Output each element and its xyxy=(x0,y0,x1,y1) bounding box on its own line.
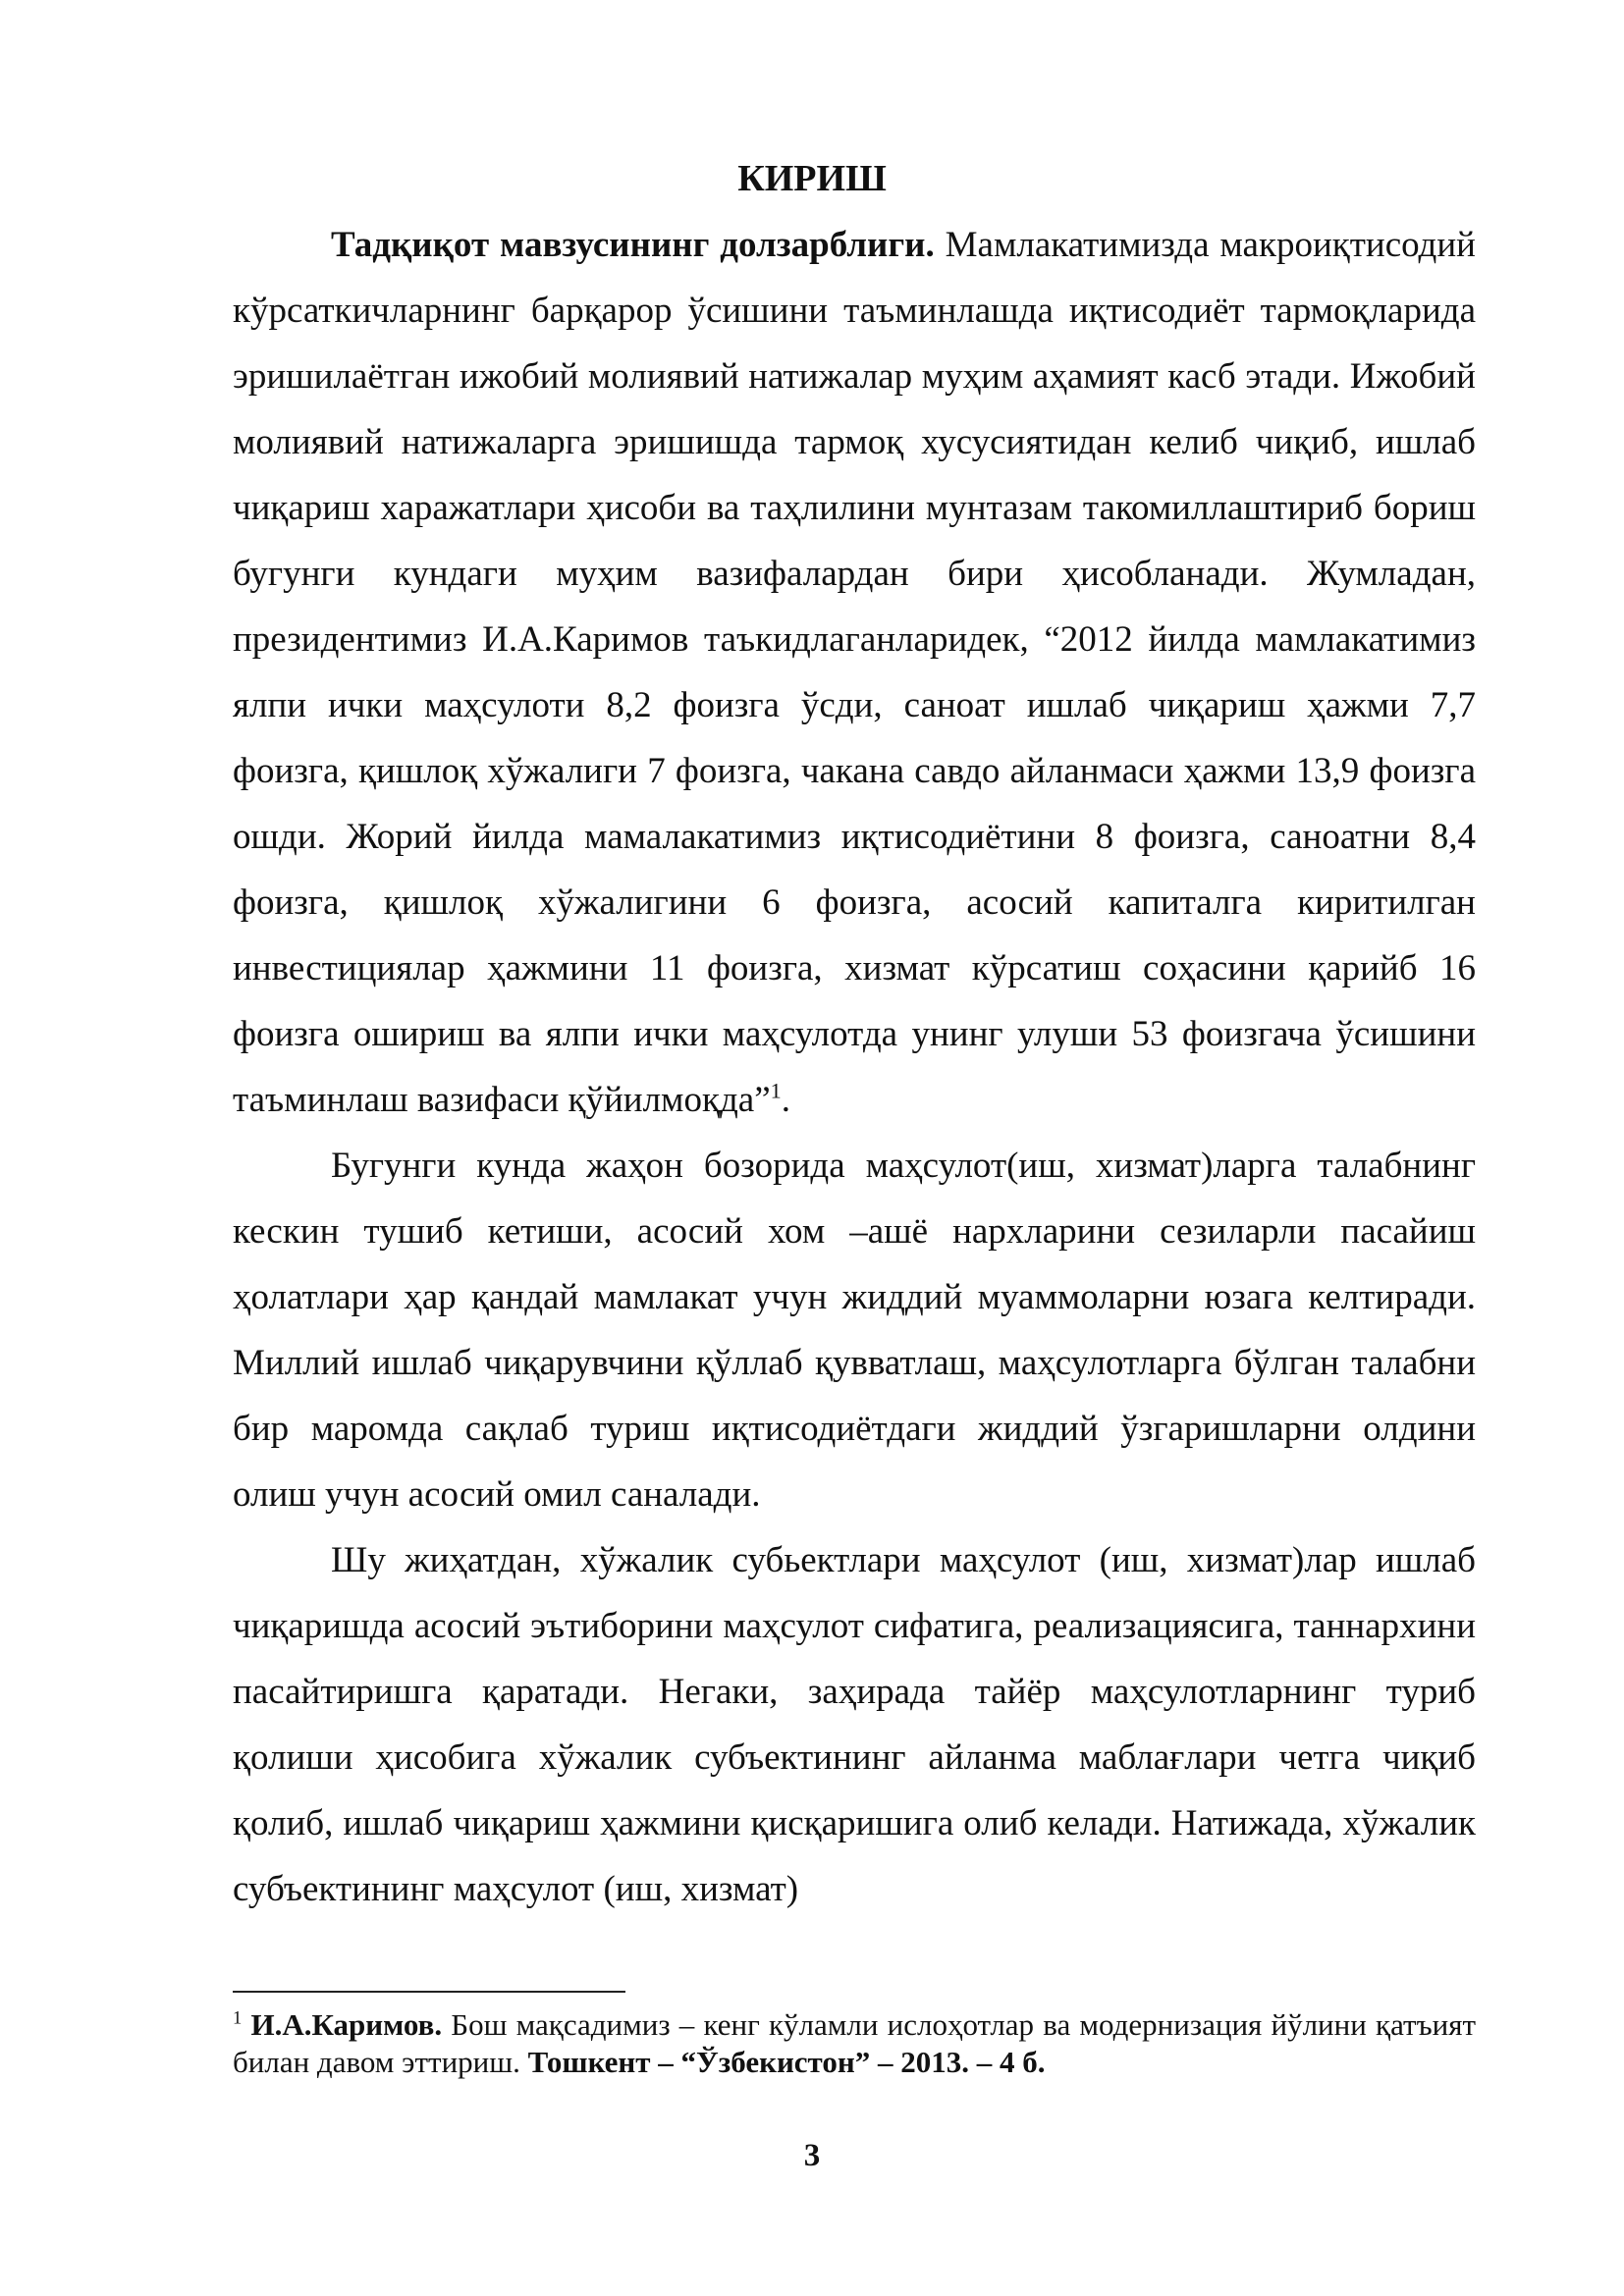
footnote-source: Тошкент – “Ўзбекистон” – 2013. – 4 б. xyxy=(527,2045,1046,2079)
footnote-text: Бош мақсадимиз – кенг кўламли ислоҳотлар ва модернизация йўлини қатъият билан давом эттириш. xyxy=(233,2007,1476,2079)
paragraph-relevance xyxy=(233,212,1476,1133)
paragraph-end: . xyxy=(781,1080,790,1120)
page-number: 3 xyxy=(803,2138,821,2173)
footnote-separator xyxy=(233,1991,625,1993)
footnote-number: 1 xyxy=(233,2007,243,2029)
body-text xyxy=(233,212,1476,1922)
paragraph-lead: Тадқиқот мавзусининг долзарблиги. xyxy=(331,225,935,265)
paragraph-market: Бугунги кунда жаҳон бозорида маҳсулот(иш, хизмат)ларга талабнинг кескин тушиб кетиши, асосий хом –ашё нархларини сезиларли пасайиш ҳолатлари ҳар қандай мамлакат учун жиддий муаммоларни юзага келтиради. Миллий ишлаб чиқарувчини қўллаб қувватлаш, маҳсулотларга бўлган талабни бир маромда сақлаб туриш иқтисодиётдаги жиддий ўзгаришларни олдини олиш учун асосий омил саналади. xyxy=(233,1146,1476,1515)
footnote xyxy=(233,2006,1476,2081)
footnote-author: И.А.Каримов. xyxy=(250,2007,443,2042)
section-title: КИРИШ xyxy=(737,158,887,199)
footnote-reference: 1 xyxy=(770,1078,782,1103)
paragraph-text: Мамлакатимизда макроиқтисодий кўрсаткичларнинг барқарор ўсишини таъминлашда иқтисодиёт тармоқларида эришилаётган ижобий молиявий натижалар муҳим аҳамият касб этади. Ижобий молиявий натижаларга эришишда тармоқ хусусиятидан келиб чиқиб, ишлаб чиқариш харажатлари ҳисоби ва таҳлилини мунтазам такомиллаштириб бориш бугунги кундаги муҳим вазифалардан бири ҳисобланади. Жумладан, президентимиз И.А.Каримов таъкидлаганларидек, “2012 йилда мамлакатимиз ялпи ички маҳсулоти 8,2 фоизга ўсди, саноат ишлаб чиқариш ҳажми 7,7 фоизга, қишлоқ хўжалиги 7 фоизга, чакана савдо айланмаси ҳажми 13,9 фоизга ошди. Жорий йилда мамалакатимиз иқтисодиётини 8 фоизга, саноатни 8,4 фоизга, қишлоқ хўжалигини 6 фоизга, асосий капиталга киритилган инвестициялар ҳажмини 11 фоизга, хизмат кўрсатиш соҳасини қарийб 16 фоизга ошириш ва ялпи ички маҳсулотда унинг улуши 53 фоизгача ўсишини таъминлаш вазифаси қўйилмоқда” xyxy=(233,225,1476,1120)
paragraph-entities: Шу жиҳатдан, хўжалик субьектлари маҳсулот (иш, хизмат)лар ишлаб чиқаришда асосий эътиборини маҳсулот сифатига, реализациясига, таннархини пасайтиришга қаратади. Негаки, заҳирада тайёр маҳсулотларнинг туриб қолиши ҳисобига хўжалик субъектининг айланма маблағлари четга чиқиб қолиб, ишлаб чиқариш ҳажмини қисқаришига олиб келади. Натижада, хўжалик субъектининг маҳсулот (иш, хизмат) xyxy=(233,1540,1476,1909)
